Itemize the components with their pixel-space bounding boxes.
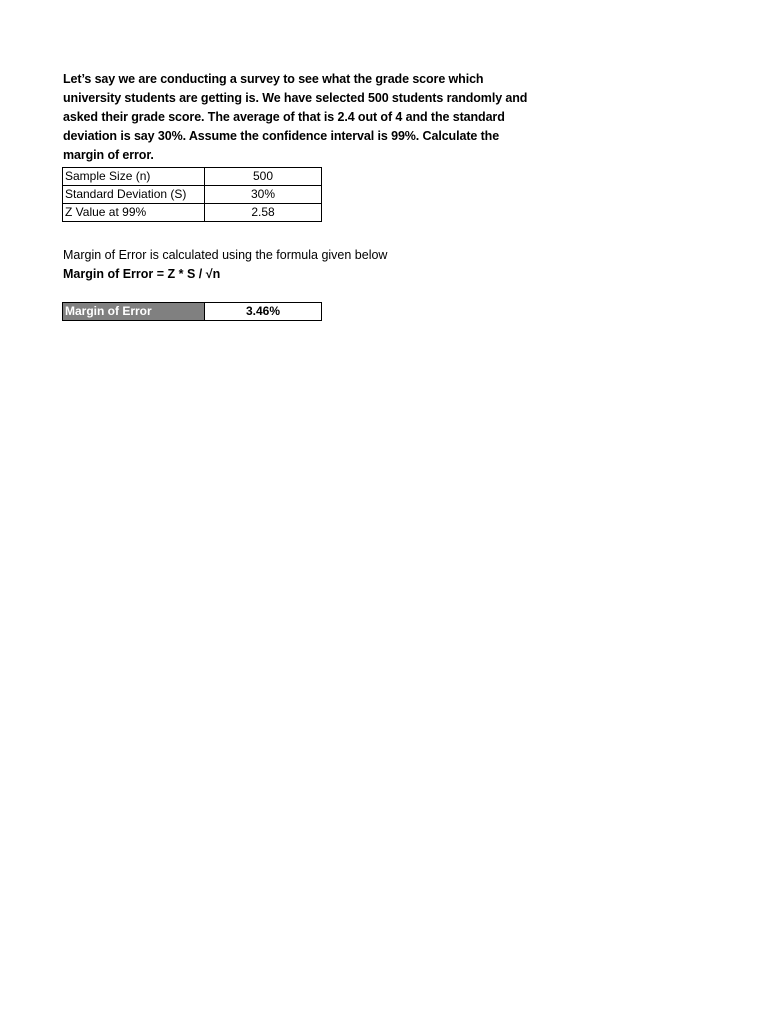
table-row bbox=[63, 186, 322, 204]
result-table bbox=[62, 302, 322, 321]
cell-margin-of-error-value[interactable]: 3.46% bbox=[205, 303, 322, 321]
formula-note bbox=[63, 246, 387, 284]
formula-expression: Margin of Error = Z * S / √n bbox=[63, 267, 221, 281]
cell-std-dev-value[interactable]: 30% bbox=[205, 186, 322, 204]
cell-z-value-label[interactable]: Z Value at 99% bbox=[63, 204, 205, 222]
table-row bbox=[63, 303, 322, 321]
input-table bbox=[62, 167, 322, 222]
cell-std-dev-label[interactable]: Standard Deviation (S) bbox=[63, 186, 205, 204]
cell-sample-size-value[interactable]: 500 bbox=[205, 168, 322, 186]
cell-z-value-value[interactable]: 2.58 bbox=[205, 204, 322, 222]
table-row bbox=[63, 204, 322, 222]
table-row bbox=[63, 168, 322, 186]
cell-margin-of-error-label[interactable]: Margin of Error bbox=[63, 303, 205, 321]
formula-intro: Margin of Error is calculated using the formula given below bbox=[63, 248, 388, 262]
cell-sample-size-label[interactable]: Sample Size (n) bbox=[63, 168, 205, 186]
problem-statement: Let’s say we are conducting a survey to see what the grade score which university students are getting is. We have selected 500 students randomly and asked their grade score. The average of that is 2.4 out of 4 and the standard deviation is say 30%. Assume the confidence interval is 99%. Calculate the margin of error. bbox=[63, 72, 528, 162]
